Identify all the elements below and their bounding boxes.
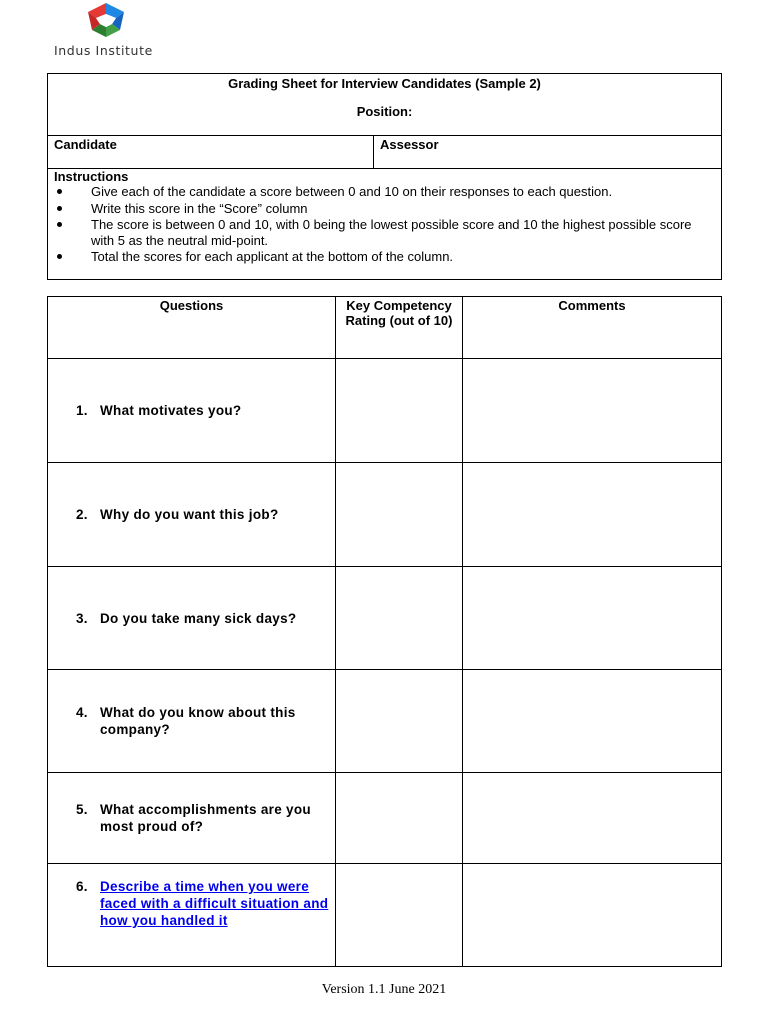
sheet-title: Grading Sheet for Interview Candidates (Sample 2): [228, 76, 541, 91]
instructions-list: [54, 184, 715, 265]
question-cell: 3. Do you take many sick days?: [48, 567, 336, 670]
brand-logo: [52, 0, 162, 62]
instruction-item: Give each of the candidate a score between 0 and 10 on their responses to each question.: [54, 184, 715, 200]
question-text: Why do you want this job?: [100, 507, 279, 522]
question-text: What accomplishments are you most proud of?: [100, 802, 311, 834]
header-table: [47, 73, 722, 280]
comment-cell[interactable]: [463, 567, 722, 670]
comment-cell[interactable]: [463, 773, 722, 864]
tri-ring-logo-icon: [82, 0, 130, 40]
comment-cell[interactable]: [463, 670, 722, 773]
title-cell: [48, 74, 722, 136]
rating-cell[interactable]: [336, 567, 463, 670]
assessor-label: Assessor: [380, 137, 439, 152]
table-row: [48, 359, 722, 463]
questions-header: Questions: [48, 297, 336, 359]
instruction-item: The score is between 0 and 10, with 0 being the lowest possible score and 10 the highest possible score with 5 as the neutral mid-point.: [54, 217, 715, 248]
table-row: [48, 670, 722, 773]
comment-cell[interactable]: [463, 864, 722, 967]
question-cell: 5. What accomplishments are you most proud of?: [48, 773, 336, 864]
assessor-cell[interactable]: [374, 136, 722, 169]
comment-cell[interactable]: [463, 463, 722, 567]
table-row: [48, 773, 722, 864]
rating-cell[interactable]: [336, 773, 463, 864]
question-cell: 4. What do you know about this company?: [48, 670, 336, 773]
instruction-item: Total the scores for each applicant at the bottom of the column.: [54, 249, 715, 265]
bullet-icon: [57, 206, 62, 211]
questions-table: [47, 296, 722, 967]
brand-name: Indus Institute: [54, 43, 153, 58]
question-text: What do you know about this company?: [100, 705, 296, 737]
table-row: [48, 567, 722, 670]
rating-cell[interactable]: [336, 359, 463, 463]
question-cell: 1. What motivates you?: [48, 359, 336, 463]
instructions-cell: [48, 169, 722, 280]
instructions-heading: Instructions: [54, 169, 129, 184]
question-link[interactable]: Describe a time when you were faced with a difficult situation and how you handled it: [100, 879, 329, 928]
comment-cell[interactable]: [463, 359, 722, 463]
candidate-cell[interactable]: [48, 136, 374, 169]
table-row: [48, 463, 722, 567]
rating-header: Key Competency Rating (out of 10): [336, 297, 463, 359]
comments-header: Comments: [463, 297, 722, 359]
position-label: Position:: [356, 104, 413, 119]
bullet-icon: [57, 222, 62, 227]
version-footer: Version 1.1 June 2021: [321, 982, 447, 997]
table-row: [48, 864, 722, 967]
rating-cell[interactable]: [336, 864, 463, 967]
question-text: What motivates you?: [100, 403, 242, 418]
rating-cell[interactable]: [336, 463, 463, 567]
question-text: Do you take many sick days?: [100, 610, 297, 626]
instruction-item: Write this score in the “Score” column: [54, 201, 715, 217]
question-cell: 6. Describe a time when you were faced with a difficult situation and how you handled it: [48, 864, 336, 967]
rating-cell[interactable]: [336, 670, 463, 773]
bullet-icon: [57, 254, 62, 259]
bullet-icon: [57, 189, 62, 194]
question-cell: 2. Why do you want this job?: [48, 463, 336, 567]
candidate-label: Candidate: [54, 137, 117, 152]
